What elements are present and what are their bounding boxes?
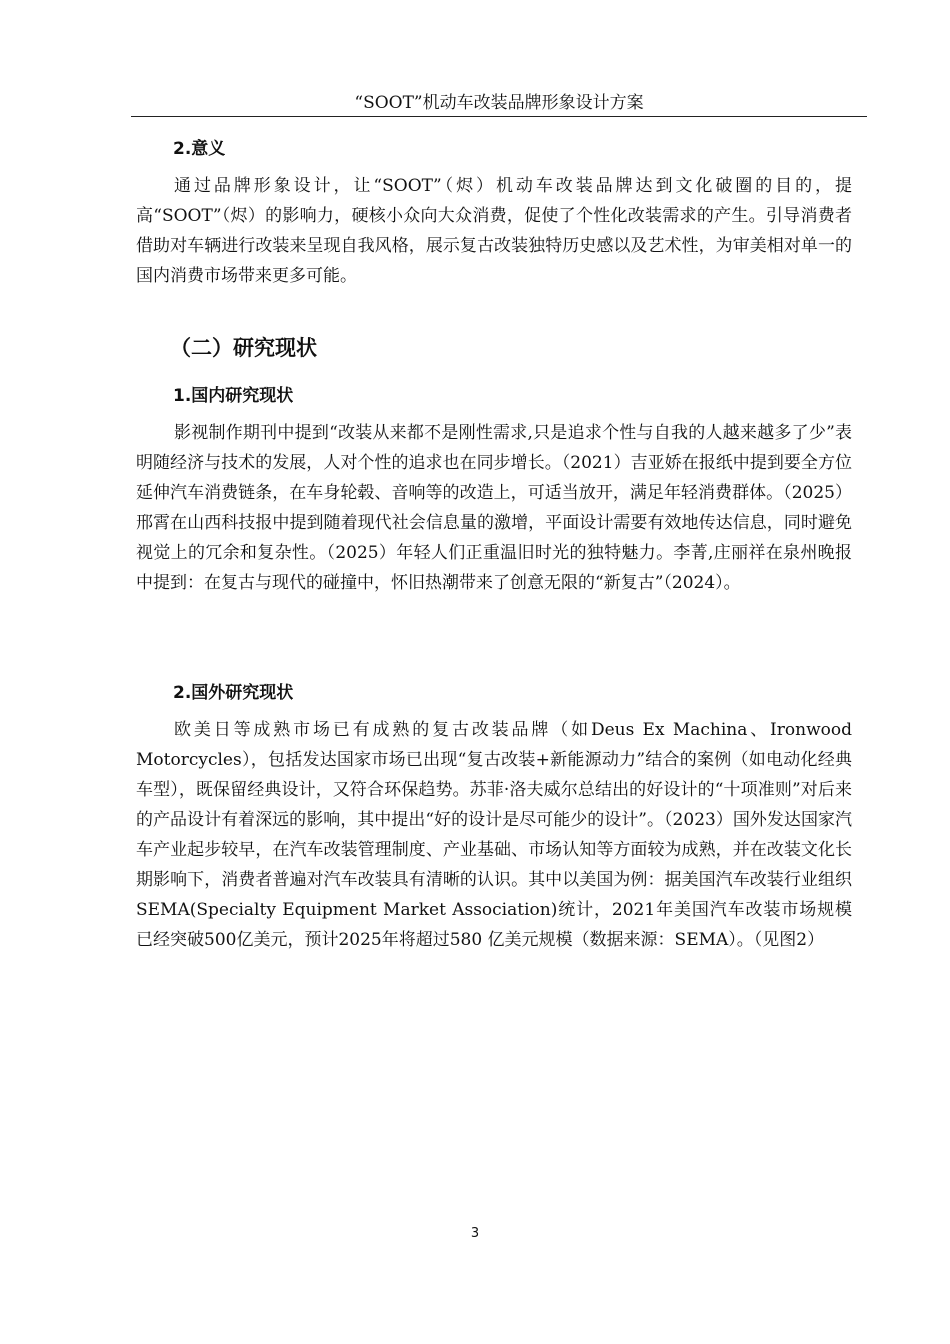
foreign-research-heading: 2.国外研究现状 xyxy=(173,683,294,703)
page-number: 3 xyxy=(470,1226,480,1241)
foreign-research-paragraph: 欧美日等成熟市场已有成熟的复古改装品牌（如Deus Ex Machina、Ironwood Motorcycles），包括发达国家市场已出现“复古改装+新能源动力”结合的案例（如电动化经典车型），既保留经典设计，又符合环保趋势。苏菲·洛夫威尔总结出的好设计的“十项准则”对后来的产品设计有着深远的影响，其中提出“好的设计是尽可能少的设计”。（2023）国外发达国家汽车产业起步较早，在汽车改装管理制度、产业基础、市场认知等方面较为成熟，并在改装文化长期影响下，消费者普遍对汽车改装具有清晰的认识。其中以美国为例：据美国汽车改装行业组织SEMA(Specialty Equipment Market Association)统计，2021年美国汽车改装市场规模已经突破500亿美元，预计2025年将超过580 亿美元规模（数据来源：SEMA）。（见图2） xyxy=(136,720,852,950)
domestic-research-heading: 1.国内研究现状 xyxy=(173,386,294,406)
domestic-research-paragraph: 影视制作期刊中提到“改装从来都不是刚性需求,只是追求个性与自我的人越来越多了少”表明随经济与技术的发展，人对个性的追求也在同步增长。（2021）吉亚娇在报纸中提到要全方位延伸汽车消费链条，在车身轮毂、音响等的改造上，可适当放开，满足年轻消费群体。（2025）邢霄在山西科技报中提到随着现代社会信息量的激增，平面设计需要有效地传达信息，同时避免视觉上的冗余和复杂性。（2025）年轻人们正重温旧时光的独特魅力。李菁,庄丽祥在泉州晚报中提到：在复古与现代的碰撞中，怀旧热潮带来了创意无限的“新复古”（2024）。 xyxy=(136,423,852,593)
meaning-paragraph: 通过品牌形象设计，让“SOOT”（烬）机动车改装品牌达到文化破圈的目的，提高“SOOT”（烬）的影响力，硬核小众向大众消费，促使了个性化改装需求的产生。引导消费者借助对车辆进行改装来呈现自我风格，展示复古改装独特历史感以及艺术性，为审美相对单一的国内消费市场带来更多可能。 xyxy=(136,176,852,286)
research-status-heading: （二）研究现状 xyxy=(170,336,317,360)
page-header xyxy=(131,92,867,117)
meaning-heading: 2.意义 xyxy=(173,139,226,159)
document-title: “SOOT”机动车改装品牌形象设计方案 xyxy=(354,93,644,113)
